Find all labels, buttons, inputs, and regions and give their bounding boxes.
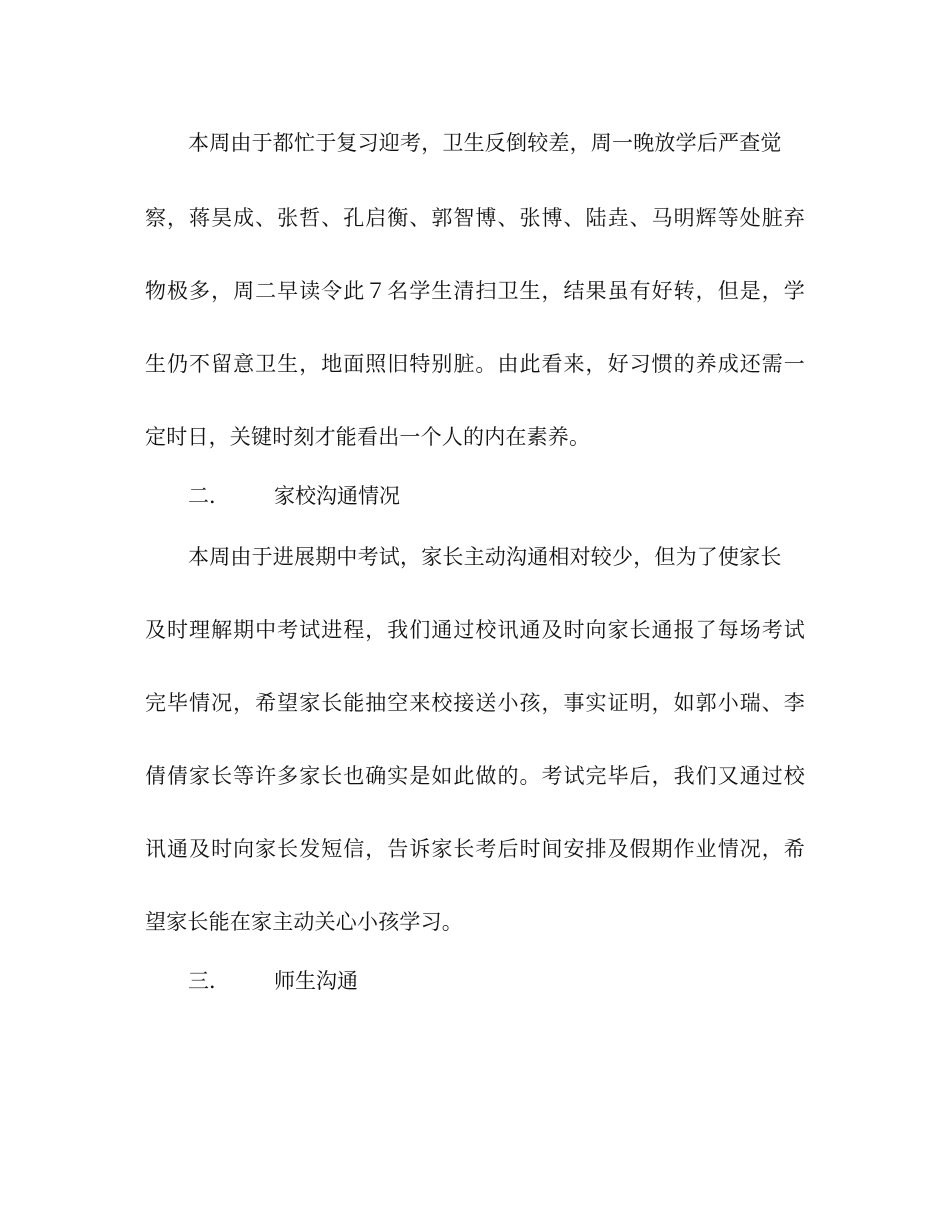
paragraph-1-line-5: 定时日，关键时刻才能看出一个人的内在素养。: [145, 425, 591, 449]
paragraph-2-line-3: 完毕情况，希望家长能抽空来校接送小孩，事实证明，如郭小瑞、李: [145, 691, 805, 715]
section-2-heading: [188, 481, 400, 511]
paragraph-1-line-4: 生仍不留意卫生，地面照旧特别脏。由此看来，好习惯的养成还需一: [145, 352, 805, 376]
section-2-title: 家校沟通情况: [274, 484, 400, 508]
paragraph-1-line-3: 物极多，周二早读令此７名学生清扫卫生，结果虽有好转，但是，学: [145, 279, 805, 303]
paragraph-2-line-2: 及时理解期中考试进程，我们通过校讯通及时向家长通报了每场考试: [145, 618, 805, 642]
paragraph-1-line-2: 察，蒋昊成、张哲、孔启衡、郭智博、张博、陆垚、马明辉等处脏弃: [145, 206, 805, 230]
section-3-number: 三．: [188, 969, 230, 993]
section-3-title: 师生沟通: [274, 969, 358, 993]
section-3-heading: [188, 966, 358, 996]
paragraph-1-line-1: 本周由于都忙于复习迎考，卫生反倒较差，周一晚放学后严查觉: [188, 131, 782, 155]
paragraph-2-line-1: 本周由于进展期中考试，家长主动沟通相对较少，但为了使家长: [188, 545, 782, 569]
paragraph-2-line-5: 讯通及时向家长发短信，告诉家长考后时间安排及假期作业情况，希: [145, 837, 805, 861]
paragraph-2-line-6: 望家长能在家主动关心小孩学习。: [145, 910, 463, 934]
section-2-number: 二．: [188, 484, 230, 508]
paragraph-2-line-4: 倩倩家长等许多家长也确实是如此做的。考试完毕后，我们又通过校: [145, 764, 805, 788]
